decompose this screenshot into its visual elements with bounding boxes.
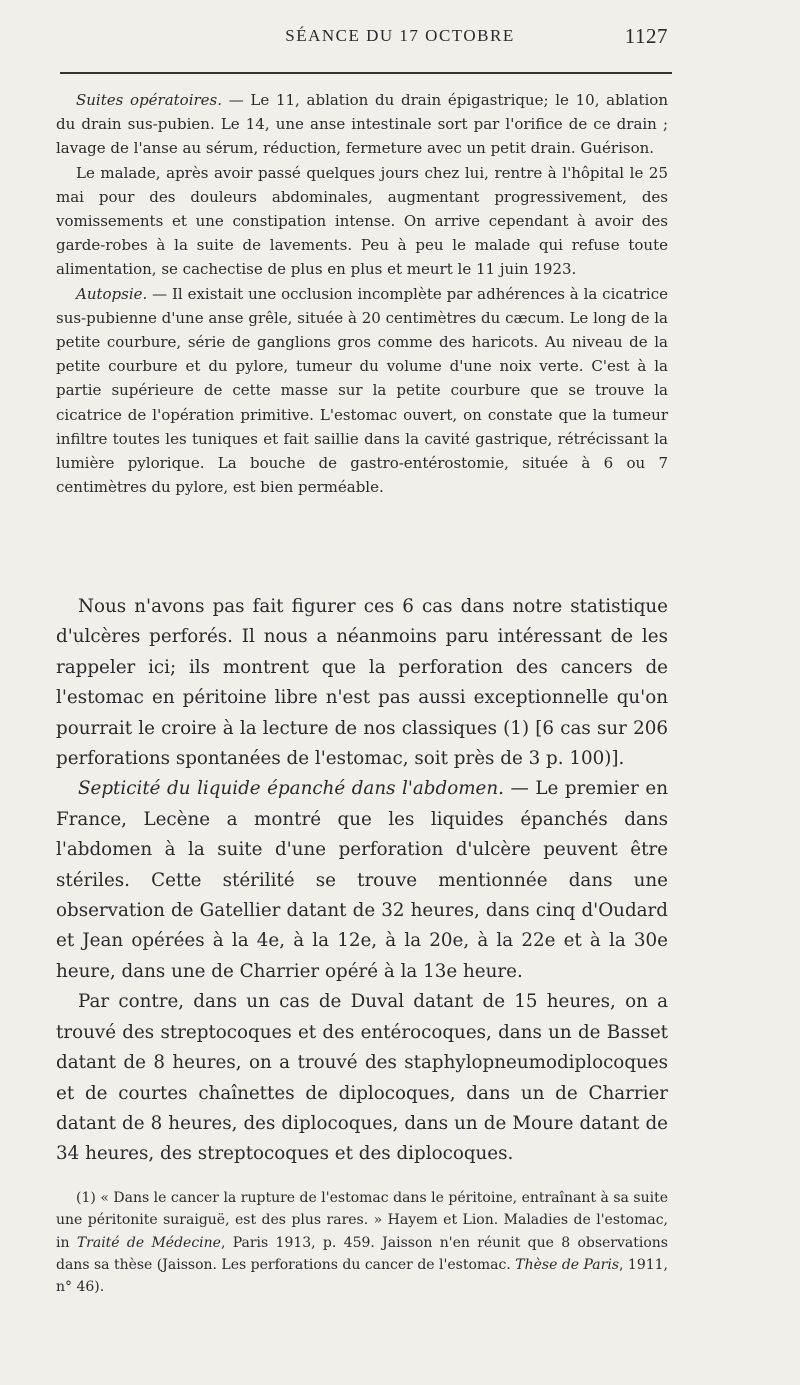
- case-report-block: [56, 88, 668, 499]
- paragraph-text: — Il existait une occlusion incomplète par adhérences à la cicatrice sus-pubienne d'une anse grêle, située à 20 centimètres du cæcum. Le long de la petite courbure, série de ganglions gros comme des haricots. Au niveau de la petite courbure et du pylore, tumeur du volume d'une noix verte. C'est à la partie supérieure de cette masse sur la petite courbure que se trouve la cicatrice de l'opération primitive. L'estomac ouvert, on constate que la tumeur infiltre toutes les tuniques et fait saillie dans la cavité gastrique, rétrécissant la lumière pylorique. La bouche de gastro-entérostomie, située à 6 ou 7 centimètres du pylore, est bien perméable.: [56, 284, 668, 497]
- paragraph-statistique: [56, 592, 668, 774]
- footnote-part: , Paris 1913, p. 459. Jaisson n'en réunit que 8 observations dans sa thèse (Jaisson. Les perforations du cancer de l'estomac.: [56, 1234, 668, 1273]
- paragraph-evolution: [56, 161, 668, 282]
- paragraph-suites-operatoires: [56, 88, 668, 161]
- paragraph-autopsie: [56, 282, 668, 500]
- paragraph-text: — Le 11, ablation du drain épigastrique; le 10, ablation du drain sus-pubien. Le 14, une anse intestinale sort par l'orifice de ce drain ; lavage de l'anse au sérum, réduction, fermeture avec un petit drain. Guérison.: [56, 91, 668, 158]
- paragraph-septicite: [56, 774, 668, 987]
- header-rule: [60, 72, 672, 74]
- footnote-italic: Traité de Médecine: [76, 1234, 221, 1251]
- main-text-block: [56, 592, 668, 1170]
- footnote-text: [56, 1187, 668, 1298]
- footnote-italic: Thèse de Paris: [515, 1256, 620, 1273]
- paragraph-text: Le malade, après avoir passé quelques jours chez lui, rentre à l'hôpital le 25 mai pour des douleurs abdominales, augmentant progressivement, des vomissements et une constipation intense. On arrive cependant à avoir des garde-robes à la suite de lavements. Peu à peu le malade qui refuse toute alimentation, se cachectise de plus en plus et meurt le 11 juin 1923.: [56, 163, 668, 279]
- footnote-part: , 1911, n° 46).: [56, 1256, 668, 1296]
- paragraph-par-contre: [56, 987, 668, 1169]
- paragraph-text: Par contre, dans un cas de Duval datant de 15 heures, on a trouvé des streptocoques et des entérocoques, dans un de Basset datant de 8 heures, on a trouvé des staphylopneumodiplocoques et de courtes chaînettes de diplocoques, dans un de Charrier datant de 8 heures, des diplocoques, dans un de Moure datant de 34 heures, des streptocoques et des diplocoques.: [56, 991, 668, 1165]
- footnote-part: (1) « Dans le cancer la rupture de l'estomac dans le péritoine, entraînant à sa suite une péritonite suraiguë, est des plus rares. » Hayem et Lion. Maladies de l'estomac, in: [56, 1190, 668, 1251]
- page-number: 1127: [624, 24, 668, 48]
- paragraph-lead: Suites opératoires.: [76, 91, 223, 109]
- footnote: [56, 1187, 668, 1298]
- paragraph-lead: Autopsie.: [76, 284, 148, 303]
- paragraph-text: Nous n'avons pas fait figurer ces 6 cas dans notre statistique d'ulcères perforés. Il nous a néanmoins paru intéressant de les rappeler ici; ils montrent que la perforation des cancers de l'estomac en péritoine libre n'est pas aussi exceptionnelle qu'on pourrait le croire à la lecture de nos classiques (1) [6 cas sur 206 perforations spontanées de l'estomac, soit près de 3 p. 100)].: [56, 596, 668, 770]
- running-title: SÉANCE DU 17 OCTOBRE: [285, 26, 515, 45]
- paragraph-text: — Le premier en France, Lecène a montré que les liquides épanchés dans l'abdomen à la suite d'une perforation d'ulcère peuvent être stériles. Cette stérilité se trouve mentionnée dans une observation de Gatellier datant de 32 heures, dans cinq d'Oudard et Jean opérées à la 4e, à la 12e, à la 20e, à la 22e et à la 30e heure, dans une de Charrier opéré à la 13e heure.: [56, 778, 669, 982]
- paragraph-lead: Septicité du liquide épanché dans l'abdomen.: [78, 778, 504, 800]
- page-header: [0, 26, 800, 56]
